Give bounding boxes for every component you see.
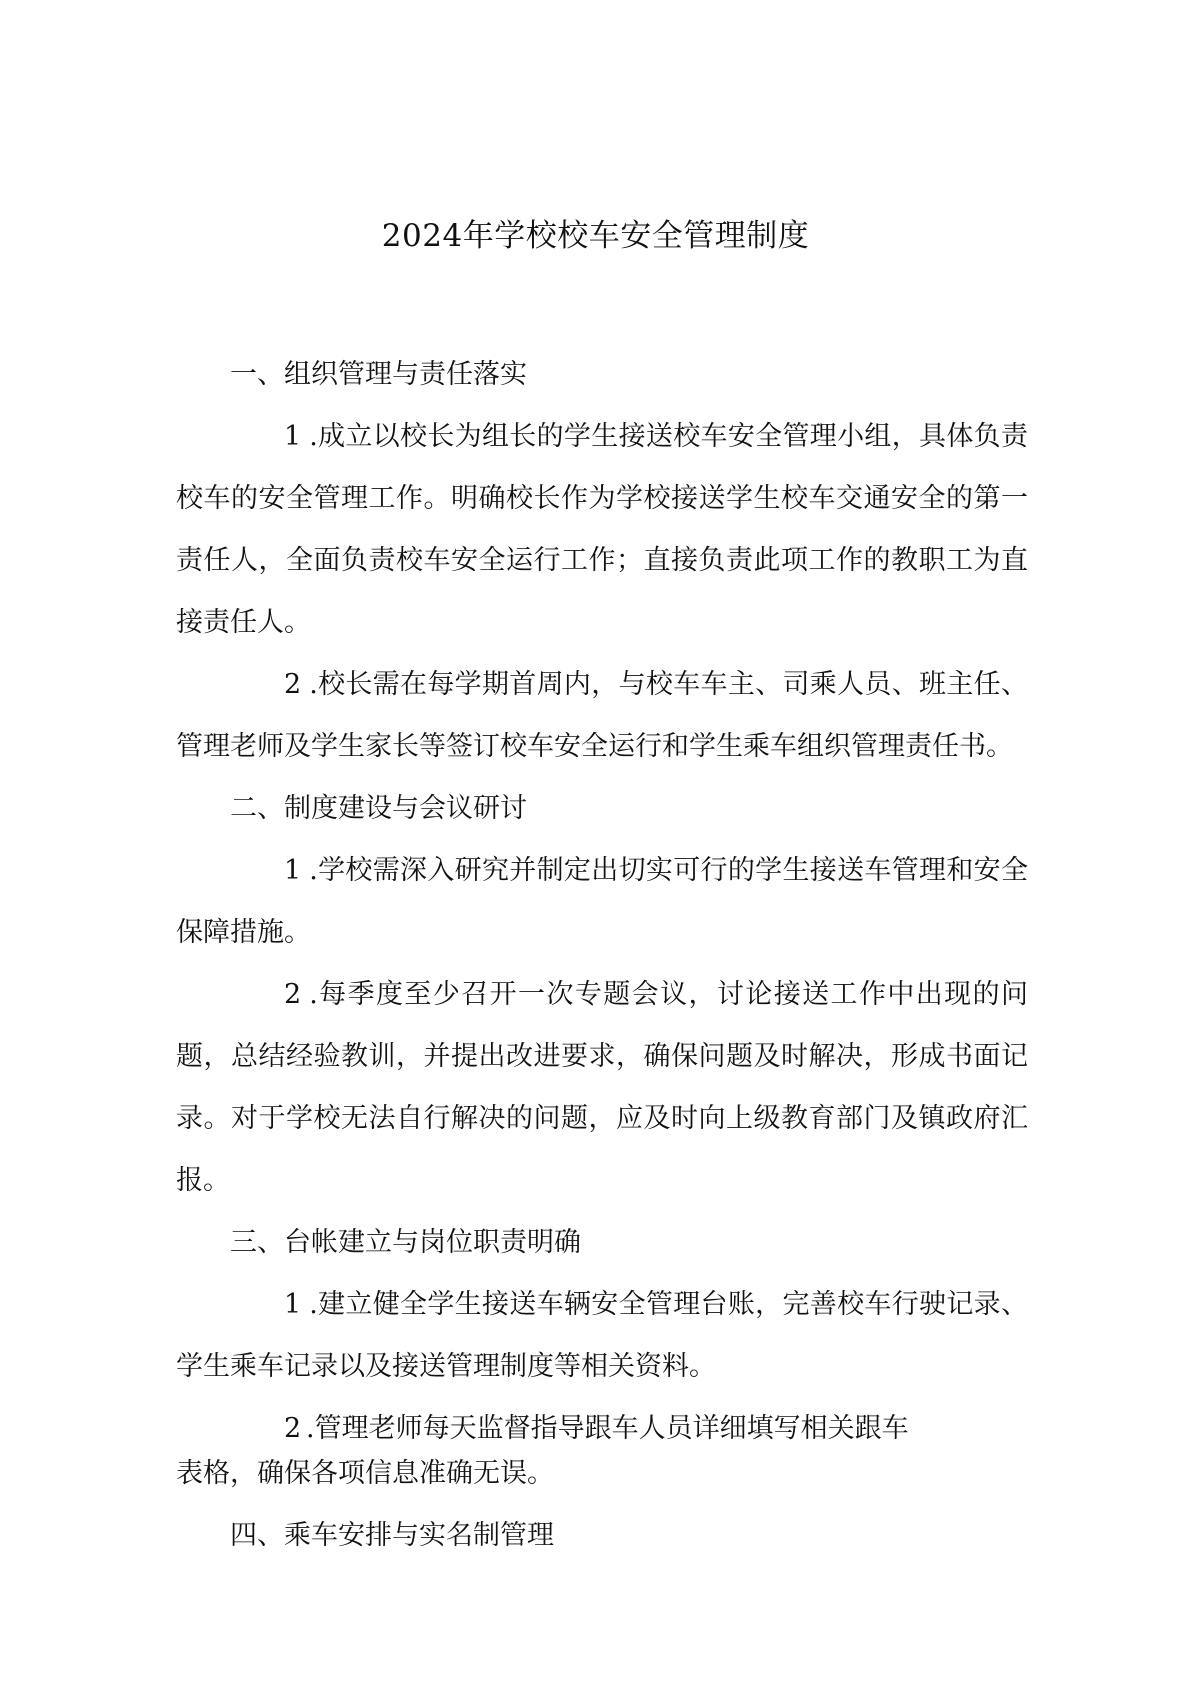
item-text: .校长需在每学期首周内，与校车车主、司乘人员、班主任、管理老师及学生家长等签订校车安全运行和学生乘车组织管理责任书。 (176, 669, 1028, 762)
section-heading-3: 三、台帐建立与岗位职责明确 (230, 1227, 581, 1258)
item-text: .每季度至少召开一次专题会议，讨论接送工作中出现的问题，总结经验教训，并提出改进要求，确保问题及时解决，形成书面记录。对于学校无法自行解决的问题，应及时向上级教育部门及镇政府汇报。 (176, 979, 1028, 1196)
paragraph-2-1 (176, 840, 1028, 964)
item-number: 2 (284, 979, 302, 1010)
item-number: 2 (284, 1413, 302, 1444)
item-text: .学校需深入研究并制定出切实可行的学生接送车管理和安全保障措施。 (176, 855, 1028, 948)
document-title: 2024年学校校车安全管理制度 (381, 218, 810, 254)
item-text: .成立以校长为组长的学生接送校车安全管理小组，具体负责校车的安全管理工作。明确校长作为学校接送学生校车交通安全的第一责任人，全面负责校车安全运行工作；直接负责此项工作的教职工为直接责任人。 (176, 421, 1028, 638)
section-heading-4: 四、乘车安排与实名制管理 (230, 1520, 554, 1551)
paragraph-2-2 (176, 964, 1028, 1212)
item-number: 1 (284, 421, 302, 452)
item-text: .建立健全学生接送车辆安全管理台账，完善校车行驶记录、学生乘车记录以及接送管理制度等相关资料。 (176, 1289, 1028, 1382)
paragraph-1-2 (176, 654, 1028, 778)
paragraph-1-1 (176, 406, 1028, 654)
item-text-line1: .管理老师每天监督指导跟车人员详细填写相关跟车 (306, 1413, 909, 1444)
paragraph-3-1 (176, 1274, 1028, 1398)
paragraph-3-2 (176, 1406, 1028, 1496)
item-number: 1 (284, 1289, 302, 1320)
section-heading-2: 二、制度建设与会议研讨 (230, 793, 527, 824)
section-heading-1: 一、组织管理与责任落实 (230, 359, 527, 390)
item-text-line2: 表格，确保各项信息准确无误。 (176, 1458, 554, 1489)
document-body (176, 344, 1028, 1567)
item-number: 1 (284, 855, 302, 886)
item-number: 2 (284, 669, 302, 700)
